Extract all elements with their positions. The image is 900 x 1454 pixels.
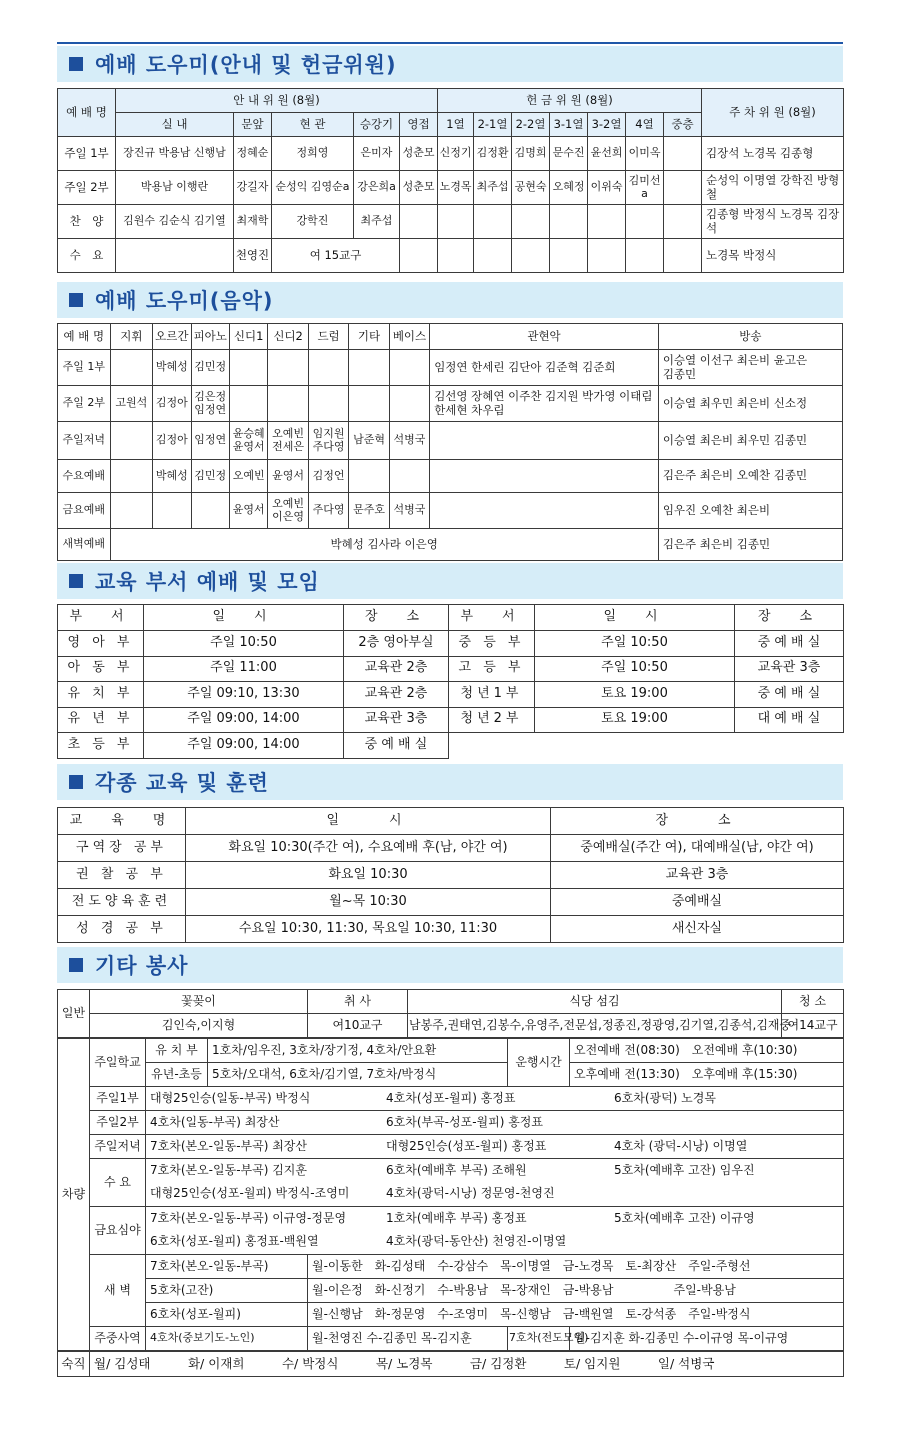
sunday1-row <box>146 1087 844 1111</box>
value-kitchen: 남봉주,권태연,김봉수,유영주,전문섭,정종진,정광영,김기열,김종석,김재중 <box>408 1014 782 1038</box>
service-name: 주일 2부 <box>58 386 111 422</box>
column-header: 장 소 <box>344 605 449 631</box>
cell: 주일 09:00, 14:00 <box>144 707 344 733</box>
table-row <box>58 422 843 460</box>
dawn-vehicle: 6호차(성포-월피) <box>146 1303 308 1327</box>
column-header: 기타 <box>349 324 389 350</box>
cell: 윤선희 <box>588 137 626 171</box>
cell: 김은주 최은비 오예찬 김종민 <box>658 460 842 493</box>
other-service-table <box>57 989 843 1377</box>
square-bullet-icon <box>69 775 83 789</box>
cell <box>349 460 389 493</box>
table-row <box>58 733 844 759</box>
column-header: 신디2 <box>268 324 308 350</box>
cell: 강길자 <box>234 171 272 205</box>
square-bullet-icon <box>69 958 83 972</box>
night-duty-schedule: 월/ 김성태 화/ 이재희 수/ 박정식 목/ 노경목 금/ 김정환 토/ 임지원 일/ 석병국 <box>90 1352 844 1377</box>
route: 7호차(본오-일동-부곡) 최장산 <box>150 1138 307 1153</box>
header-guide: 안 내 위 원 (8월) <box>116 89 438 113</box>
label-weekday-ministry: 주중사역 <box>90 1327 146 1351</box>
service-name: 새벽예배 <box>58 529 111 561</box>
route: 5호차(예배후 고잔) 임우진 <box>614 1162 755 1177</box>
cell <box>512 239 550 273</box>
cell: 중예배실 <box>551 889 844 916</box>
cell: 박용남 이행란 <box>116 171 234 205</box>
cell: 오혜정 <box>550 171 588 205</box>
service-name: 금요예배 <box>58 493 111 529</box>
cell: 중예배실(주간 여), 대예배실(남, 야간 여) <box>551 835 844 862</box>
label-friday-night: 금요심야 <box>90 1207 146 1255</box>
cell: 주일 09:10, 13:30 <box>144 682 344 708</box>
cell: 아 동 부 <box>58 656 144 682</box>
cell <box>550 205 588 239</box>
cell: 석병국 <box>389 493 429 529</box>
route: 4호차(광덕-동안산) 천영진-이명열 <box>386 1234 567 1249</box>
cell: 김은정 임정연 <box>191 386 229 422</box>
header-offering: 헌 금 위 원 (8월) <box>438 89 702 113</box>
route: 6호차(성포-월피) 홍정표-백원열 <box>150 1234 319 1249</box>
cell: 최재학 <box>234 205 272 239</box>
cell: 김미선a <box>626 171 664 205</box>
cell: 오예빈 전세은 <box>268 422 308 460</box>
section-other-service <box>57 947 843 983</box>
cell <box>308 386 348 422</box>
label-kindergarten: 유 치 부 <box>146 1039 208 1063</box>
cell: 순성익 김영순a <box>272 171 354 205</box>
weekday-vehicle-1: 4호차(중보기도-노인) <box>146 1327 308 1351</box>
column-header: 장 소 <box>551 808 844 835</box>
parking-cell: 김장석 노경목 김종형 <box>702 137 844 171</box>
route: 4호차(광덕-시낭) 정문영-천영진 <box>386 1186 555 1201</box>
service-name: 주일 2부 <box>58 171 116 205</box>
cell: 이승열 최은비 최우민 김종민 <box>658 422 842 460</box>
cell: 김민정 <box>191 460 229 493</box>
cell <box>474 205 512 239</box>
subheader: 1열 <box>438 113 474 137</box>
table-row <box>58 889 844 916</box>
label-op-time: 운행시간 <box>508 1039 570 1087</box>
cell <box>110 493 152 529</box>
cell: 수요일 10:30, 11:30, 목요일 10:30, 11:30 <box>186 916 551 943</box>
friday-row-2 <box>146 1231 844 1255</box>
section-header <box>57 282 843 318</box>
table-row <box>58 916 844 943</box>
cell: 초 등 부 <box>58 733 144 759</box>
route: 6호차(부곡-성포-월피) 홍정표 <box>386 1114 543 1129</box>
service-name: 주일 1부 <box>58 137 116 171</box>
parking-cell: 노경목 박정식 <box>702 239 844 273</box>
cell: 윤승혜 윤영서 <box>229 422 267 460</box>
service-name: 주일저녁 <box>58 422 111 460</box>
column-header: 신디1 <box>229 324 267 350</box>
route: 4호차(성포-월피) 홍정표 <box>386 1090 516 1105</box>
cell: 김정아 <box>153 386 191 422</box>
cell: 공현숙 <box>512 171 550 205</box>
cell: 김정환 <box>474 137 512 171</box>
cell: 고원석 <box>110 386 152 422</box>
cell <box>268 386 308 422</box>
column-header: 예 배 명 <box>58 324 111 350</box>
cell: 임우진 오예찬 최은비 <box>658 493 842 529</box>
cell: 주일 10:50 <box>144 631 344 657</box>
cell: 이승열 이선구 최은비 윤고은 김종민 <box>658 350 842 386</box>
weekday-schedule-2: 월-김지훈 화-김종민 수-이규영 목-이규영 <box>570 1327 844 1351</box>
cell <box>389 350 429 386</box>
label-youth: 유년-초등 <box>146 1063 208 1087</box>
dawn-schedule: 월-이동한 화-김성태 수-강삼수 목-이명열 금-노경목 토-최장산 주일-주형선 <box>308 1255 844 1279</box>
op-time-morning: 오전예배 전(08:30) 오전예배 후(10:30) <box>570 1039 844 1063</box>
route: 5호차(예배후 고잔) 이규영 <box>614 1210 755 1225</box>
table-row <box>58 656 844 682</box>
cell: 장진규 박용남 신행남 <box>116 137 234 171</box>
column-header: 드럼 <box>308 324 348 350</box>
sunday-evening-row <box>146 1135 844 1159</box>
cell: 영 아 부 <box>58 631 144 657</box>
value-flowers: 김인숙,이지형 <box>90 1014 308 1038</box>
cell: 김정언 <box>308 460 348 493</box>
header-flowers: 꽃꽂이 <box>90 990 308 1014</box>
cell: 주일 10:50 <box>535 631 735 657</box>
cell <box>430 422 659 460</box>
top-rule <box>57 42 843 44</box>
route: 1호차(예배후 부곡) 홍정표 <box>386 1210 527 1225</box>
cell: 김명희 <box>512 137 550 171</box>
merged-cell: 박혜성 김사라 이은영 <box>110 529 658 561</box>
cell: 교육관 3층 <box>344 707 449 733</box>
cell: 주일 09:00, 14:00 <box>144 733 344 759</box>
label-sunday-evening: 주일저녁 <box>90 1135 146 1159</box>
route: 대형25인승(성포-월피) 박정식-조영미 <box>150 1186 350 1201</box>
section-title: 기타 봉사 <box>95 954 189 978</box>
subheader: 2-2열 <box>512 113 550 137</box>
square-bullet-icon <box>69 574 83 588</box>
cell <box>116 239 234 273</box>
cell: 오예빈 이은영 <box>268 493 308 529</box>
friday-row <box>146 1207 844 1231</box>
cell: 새신자실 <box>551 916 844 943</box>
cell <box>389 386 429 422</box>
section-title: 각종 교육 및 훈련 <box>95 771 269 795</box>
cell <box>389 460 429 493</box>
op-time-afternoon: 오후예배 전(13:30) 오후예배 후(15:30) <box>570 1063 844 1087</box>
section-training <box>57 764 843 800</box>
route: 4호차 (광덕-시낭) 이명열 <box>614 1138 748 1153</box>
wednesday-row-2 <box>146 1183 844 1207</box>
column-header: 관현악 <box>430 324 659 350</box>
column-header: 베이스 <box>389 324 429 350</box>
cell: 대 예 배 실 <box>735 707 844 733</box>
service-name: 수요예배 <box>58 460 111 493</box>
cell: 중 예 배 실 <box>344 733 449 759</box>
cell: 은미자 <box>354 137 400 171</box>
cell: 유 치 부 <box>58 682 144 708</box>
cell: 노경목 <box>438 171 474 205</box>
column-header: 교 육 명 <box>58 808 186 835</box>
education-dept-table <box>57 604 843 759</box>
cell: 교육관 2층 <box>344 682 449 708</box>
header-service: 예 배 명 <box>58 89 116 137</box>
table-row <box>58 171 844 205</box>
cell <box>438 205 474 239</box>
cell: 이승열 최우민 최은비 신소정 <box>658 386 842 422</box>
header-kitchen: 식당 섬김 <box>408 990 782 1014</box>
cell <box>153 493 191 529</box>
column-header: 일 시 <box>535 605 735 631</box>
route: 6호차(광덕) 노경목 <box>614 1090 716 1105</box>
cell <box>664 205 702 239</box>
cell <box>110 460 152 493</box>
label-wednesday: 수 요 <box>90 1159 146 1207</box>
route: 7호차(본오-일동-부곡) 이규영-정문영 <box>150 1210 347 1225</box>
table-row <box>58 137 844 171</box>
cell <box>430 493 659 529</box>
cell <box>664 137 702 171</box>
cell: 강은희a <box>354 171 400 205</box>
training-table <box>57 807 843 943</box>
section-music-helpers <box>57 282 843 318</box>
subheader: 2-1열 <box>474 113 512 137</box>
cell: 임정연 <box>191 422 229 460</box>
value-cleaning: 여14교구 <box>782 1014 844 1038</box>
service-name: 찬 양 <box>58 205 116 239</box>
column-header: 지휘 <box>110 324 152 350</box>
subheader: 3-2열 <box>588 113 626 137</box>
label-sunday2: 주일2부 <box>90 1111 146 1135</box>
header-cooking: 취 사 <box>308 990 408 1014</box>
cell: 성춘모 <box>400 137 438 171</box>
cell: 중 예 배 실 <box>735 682 844 708</box>
kindergarten-vehicles: 1호차/임우진, 3호차/장기정, 4호차/안요환 <box>208 1039 508 1063</box>
cell <box>349 386 389 422</box>
cell: 강학진 <box>272 205 354 239</box>
cell: 이위숙 <box>588 171 626 205</box>
cell: 교육관 3층 <box>551 862 844 889</box>
cell: 청년1부 <box>449 682 535 708</box>
route: 7호차(본오-일동-부곡) 김지훈 <box>150 1162 307 1177</box>
table-row <box>58 835 844 862</box>
cell: 권 찰 공 부 <box>58 862 186 889</box>
cell <box>664 171 702 205</box>
dawn-schedule: 월-이은정 화-신정기 수-박용남 목-장재인 금-박용남 주일-박용남 <box>308 1279 844 1303</box>
parking-cell: 순성익 이명열 강학진 방형철 <box>702 171 844 205</box>
cell: 박혜성 <box>153 460 191 493</box>
cell: 성 경 공 부 <box>58 916 186 943</box>
route: 대형25인승(성포-월피) 홍정표 <box>386 1138 547 1153</box>
cell: 윤영서 <box>268 460 308 493</box>
label-vehicles: 차량 <box>58 1039 90 1351</box>
column-header: 일 시 <box>144 605 344 631</box>
sunday2-row <box>146 1111 844 1135</box>
cell: 구역장 공부 <box>58 835 186 862</box>
label-sunday-school: 주일학교 <box>90 1039 146 1087</box>
cell: 중 예 배 실 <box>735 631 844 657</box>
column-header: 오르간 <box>153 324 191 350</box>
cell <box>110 422 152 460</box>
cell: 교육관 3층 <box>735 656 844 682</box>
section-header <box>57 46 843 82</box>
cell: 화요일 10:30(주간 여), 수요예배 후(남, 야간 여) <box>186 835 551 862</box>
route: 4호차(일동-부곡) 최장산 <box>150 1114 280 1129</box>
cell: 유 년 부 <box>58 707 144 733</box>
guide-offering-table <box>57 88 843 273</box>
cell: 임정연 한세린 김단아 김준혁 김준희 <box>430 350 659 386</box>
cell <box>626 239 664 273</box>
subheader: 승강기 <box>354 113 400 137</box>
cell: 정혜순 <box>234 137 272 171</box>
section-title: 예배 도우미(안내 및 헌금위원) <box>95 53 397 77</box>
section-education-dept <box>57 563 843 599</box>
square-bullet-icon <box>69 57 83 71</box>
cell: 이미옥 <box>626 137 664 171</box>
cell <box>664 239 702 273</box>
cell: 천영진 <box>234 239 272 273</box>
subheader: 현 관 <box>272 113 354 137</box>
cell: 정희영 <box>272 137 354 171</box>
cell <box>191 493 229 529</box>
label-general: 일반 <box>58 990 90 1038</box>
column-header: 부 서 <box>58 605 144 631</box>
section-title: 예배 도우미(음악) <box>95 289 274 313</box>
section-header <box>57 764 843 800</box>
table-row <box>58 631 844 657</box>
dawn-vehicle: 5호차(고잔) <box>146 1279 308 1303</box>
parking-cell: 김종형 박정식 노경목 김장석 <box>702 205 844 239</box>
label-night-duty: 숙직 <box>58 1352 90 1377</box>
dawn-schedule: 월-신행남 화-정문영 수-조영미 목-신행남 금-백원열 토-강석종 주일-박정식 <box>308 1303 844 1327</box>
section-title: 교육 부서 예배 및 모임 <box>95 570 320 594</box>
subheader: 4열 <box>626 113 664 137</box>
table-row <box>58 386 843 422</box>
cell: 김선영 장혜연 이주찬 김지원 박가영 이태림 한세현 차우림 <box>430 386 659 422</box>
cell: 여 15교구 <box>272 239 400 273</box>
route: 6호차(예배후 부곡) 조해원 <box>386 1162 527 1177</box>
cell: 전도양육훈련 <box>58 889 186 916</box>
cell: 최주섭 <box>474 171 512 205</box>
table-row <box>58 707 844 733</box>
youth-vehicles: 5호차/오대석, 6호차/김기열, 7호차/박정식 <box>208 1063 508 1087</box>
column-header: 방송 <box>658 324 842 350</box>
table-row <box>58 205 844 239</box>
cell <box>430 460 659 493</box>
cell <box>268 350 308 386</box>
section-worship-helpers <box>57 46 843 82</box>
cell <box>626 205 664 239</box>
cell <box>438 239 474 273</box>
broadcast-cell: 김은주 최은비 김종민 <box>658 529 842 561</box>
cell: 최주섭 <box>354 205 400 239</box>
wednesday-row <box>146 1159 844 1183</box>
subheader: 실 내 <box>116 113 234 137</box>
cell <box>474 239 512 273</box>
subheader: 중층 <box>664 113 702 137</box>
cell: 주일 11:00 <box>144 656 344 682</box>
cell: 화요일 10:30 <box>186 862 551 889</box>
weekday-vehicle-2: 7호차(전도모임) <box>508 1327 570 1351</box>
label-dawn: 새 벽 <box>90 1255 146 1327</box>
table-row <box>58 460 843 493</box>
cell <box>110 350 152 386</box>
square-bullet-icon <box>69 293 83 307</box>
cell <box>349 350 389 386</box>
section-header <box>57 563 843 599</box>
service-name: 수 요 <box>58 239 116 273</box>
cell: 월~목 10:30 <box>186 889 551 916</box>
music-table <box>57 323 843 561</box>
cell <box>229 386 267 422</box>
table-row <box>58 862 844 889</box>
table-row <box>58 493 843 529</box>
cell: 문주호 <box>349 493 389 529</box>
cell: 오예빈 <box>229 460 267 493</box>
cell <box>308 350 348 386</box>
cell: 석병국 <box>389 422 429 460</box>
cell <box>588 205 626 239</box>
cell: 박혜성 <box>153 350 191 386</box>
value-cooking: 여10교구 <box>308 1014 408 1038</box>
subheader: 3-1열 <box>550 113 588 137</box>
cell: 문수진 <box>550 137 588 171</box>
cell: 고 등 부 <box>449 656 535 682</box>
cell <box>229 350 267 386</box>
cell: 성춘모 <box>400 171 438 205</box>
cell: 청년2부 <box>449 707 535 733</box>
cell: 윤영서 <box>229 493 267 529</box>
cell: 김정아 <box>153 422 191 460</box>
table-row <box>58 239 844 273</box>
cell: 토요 19:00 <box>535 682 735 708</box>
cell: 남준혁 <box>349 422 389 460</box>
cell <box>550 239 588 273</box>
table-row <box>58 350 843 386</box>
cell: 주일 10:50 <box>535 656 735 682</box>
cell <box>588 239 626 273</box>
cell <box>400 239 438 273</box>
cell <box>400 205 438 239</box>
column-header: 부 서 <box>449 605 535 631</box>
dawn-vehicle: 7호차(본오-일동-부곡) <box>146 1255 308 1279</box>
cell: 2층 영아부실 <box>344 631 449 657</box>
cell: 중 등 부 <box>449 631 535 657</box>
cell: 교육관 2층 <box>344 656 449 682</box>
cell: 주다영 <box>308 493 348 529</box>
subheader: 문앞 <box>234 113 272 137</box>
empty-cell <box>449 733 844 759</box>
route: 대형25인승(일동-부곡) 박정식 <box>150 1090 311 1105</box>
cell: 임지원 주다영 <box>308 422 348 460</box>
column-header: 장 소 <box>735 605 844 631</box>
cell: 토요 19:00 <box>535 707 735 733</box>
cell: 신정기 <box>438 137 474 171</box>
subheader: 영접 <box>400 113 438 137</box>
label-sunday1: 주일1부 <box>90 1087 146 1111</box>
cell: 김민정 <box>191 350 229 386</box>
cell: 김원수 김순식 김기열 <box>116 205 234 239</box>
section-header <box>57 947 843 983</box>
service-name: 주일 1부 <box>58 350 111 386</box>
weekday-schedule-1: 월-천영진 수-김종민 목-김지훈 <box>308 1327 508 1351</box>
cell <box>512 205 550 239</box>
table-row <box>58 529 843 561</box>
header-cleaning: 청 소 <box>782 990 844 1014</box>
column-header: 피아노 <box>191 324 229 350</box>
header-parking: 주 차 위 원 (8월) <box>702 89 844 137</box>
table-row <box>58 682 844 708</box>
column-header: 일 시 <box>186 808 551 835</box>
